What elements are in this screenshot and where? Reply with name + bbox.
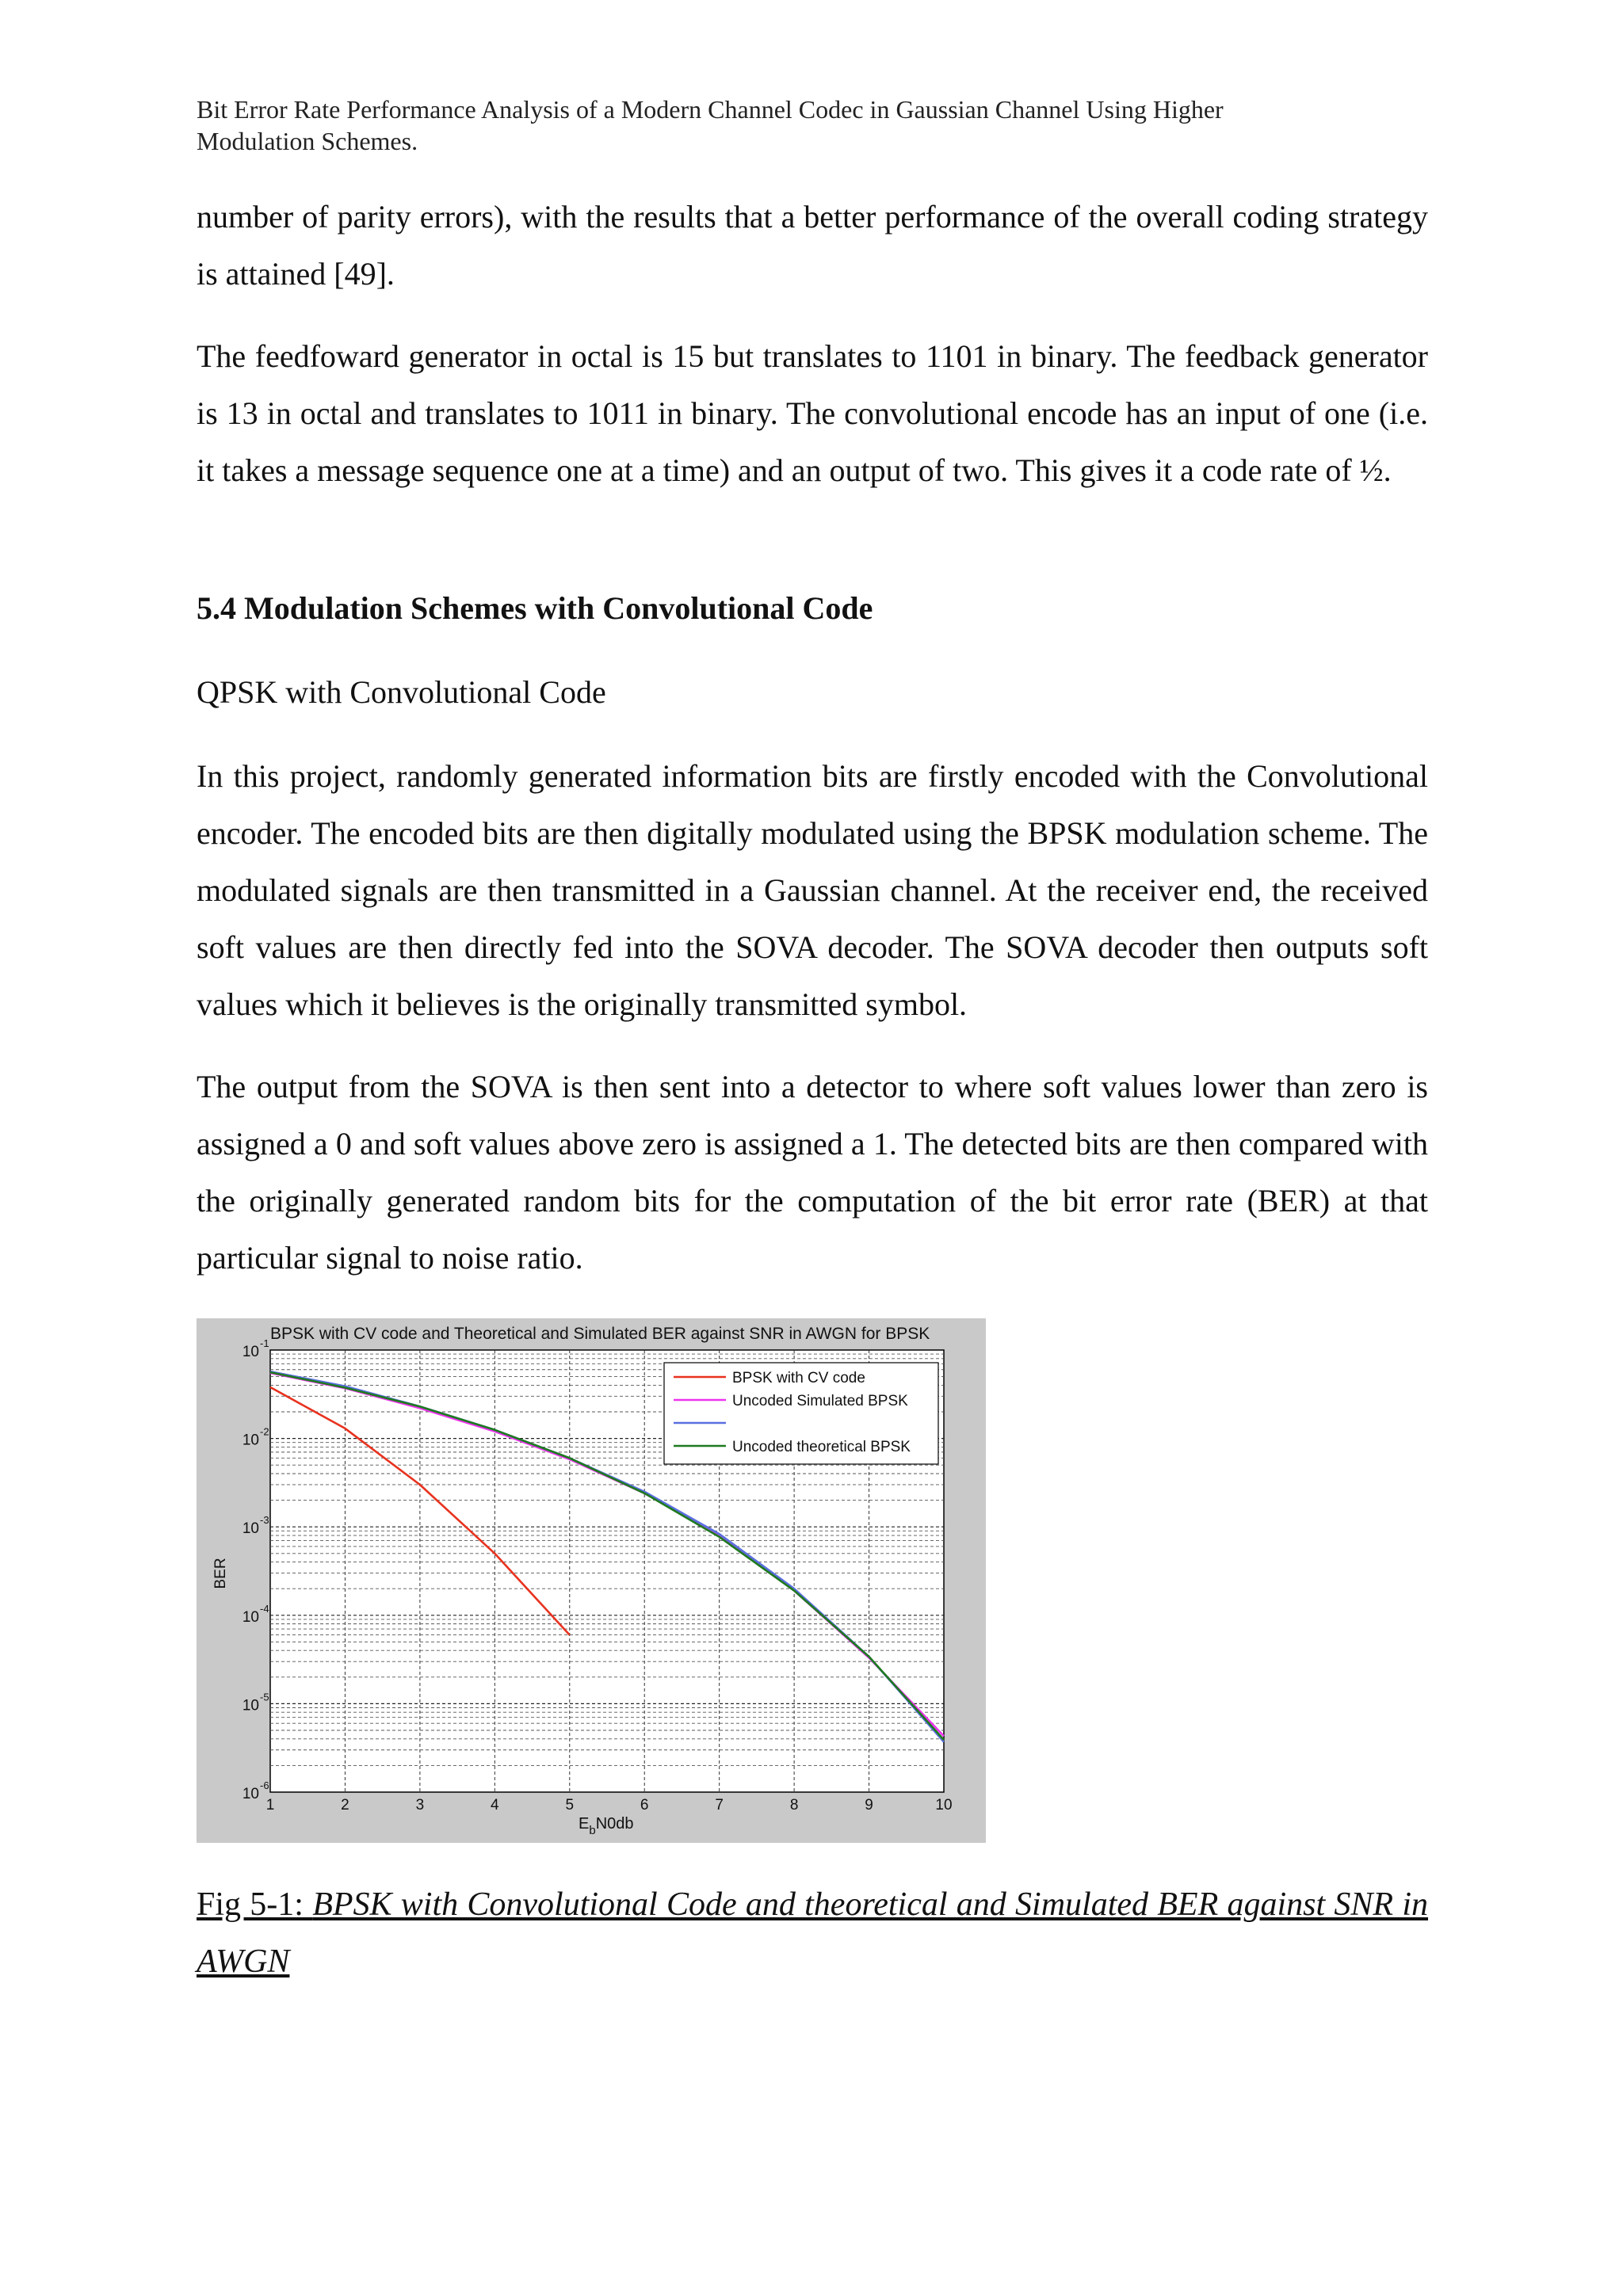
subsection-heading: QPSK with Convolutional Code <box>197 674 606 710</box>
y-tick-label: 10 <box>242 1786 259 1802</box>
paragraph-4: The output from the SOVA is then sent into a detector to where soft values lower than zero is assigned a 0 and soft values above zero is assigned a 1. The detected bits are then compared with the originally generated random bits for the computation of the bit error rate (BER) at that particular signal to noise ratio. <box>197 1069 1428 1276</box>
x-axis-label-main: E <box>579 1815 590 1833</box>
running-header <box>197 93 1433 157</box>
y-tick-exponent: -3 <box>260 1514 269 1527</box>
running-header-line-2: Modulation Schemes. <box>197 127 418 155</box>
y-tick-label: 10 <box>242 1608 259 1626</box>
x-tick-label: 1 <box>265 1797 275 1814</box>
x-tick-label: 8 <box>789 1797 799 1814</box>
ber-chart <box>197 1318 986 1843</box>
x-axis-label-rest: N0db <box>595 1815 634 1833</box>
y-tick-exponent: -5 <box>260 1691 269 1703</box>
paragraph-3: In this project, randomly generated information bits are firstly encoded with the Convolutional encoder. The encoded bits are then digitally modulated using the BPSK modulation scheme. The modulated signals are then transmitted in a Gaussian channel. At the receiver end, the received soft values are then directly fed into the SOVA decoder. The SOVA decoder then outputs soft values which it believes is the originally transmitted symbol. <box>197 758 1428 1022</box>
x-axis-label <box>579 1815 634 1837</box>
y-tick-exponent: -1 <box>260 1337 269 1349</box>
x-tick-label: 2 <box>341 1797 349 1814</box>
figure-ber-chart <box>197 1318 986 1843</box>
running-header-line-1: Bit Error Rate Performance Analysis of a Modern Channel Codec in Gaussian Channel Using Higher <box>197 95 1224 124</box>
x-tick-label: 10 <box>935 1797 953 1814</box>
y-tick-label: 10 <box>242 1344 259 1360</box>
paragraph-2: The feedfoward generator in octal is 15 but translates to 1101 in binary. The feedback generator is 13 in octal and translates to 1011 in binary. The convolutional encode has an input of one (i.e. it takes a message sequence one at a time) and an output of two. This gives it a code rate of ½. <box>197 338 1428 488</box>
y-tick-label: 10 <box>242 1697 259 1714</box>
x-tick-label: 4 <box>491 1797 499 1814</box>
legend-label-1: BPSK with CV code <box>732 1370 865 1386</box>
y-tick-exponent: -6 <box>260 1779 269 1791</box>
x-tick-label: 3 <box>415 1797 425 1814</box>
y-tick-exponent: -4 <box>260 1602 269 1615</box>
y-tick-exponent: -2 <box>260 1425 269 1438</box>
paragraph-1: number of parity errors), with the results that a better performance of the overall coding strategy is attained [49]. <box>197 199 1428 292</box>
x-tick-label: 7 <box>715 1797 724 1814</box>
x-axis-label-sub: b <box>589 1824 596 1837</box>
y-axis-label: BER <box>212 1558 229 1589</box>
chart-title: BPSK with CV code and Theoretical and Simulated BER against SNR in AWGN for BPSK <box>270 1325 930 1343</box>
legend <box>664 1363 938 1464</box>
caption-label: Fig 5-1: <box>197 1886 313 1923</box>
section-heading: 5.4 Modulation Schemes with Convolutional Code <box>197 590 873 626</box>
y-tick-label: 10 <box>242 1432 259 1449</box>
x-tick-label: 5 <box>565 1797 575 1814</box>
legend-label-2: Uncoded Simulated BPSK <box>732 1393 908 1409</box>
caption-text: BPSK with Convolutional Code and theoretical and Simulated BER against SNR in AWGN <box>197 1886 1429 1980</box>
y-tick-label: 10 <box>242 1520 259 1538</box>
legend-label-4: Uncoded theoretical BPSK <box>732 1439 911 1455</box>
x-tick-label: 9 <box>865 1797 873 1814</box>
figure-caption <box>197 1876 1428 1990</box>
x-tick-label: 6 <box>640 1797 649 1814</box>
